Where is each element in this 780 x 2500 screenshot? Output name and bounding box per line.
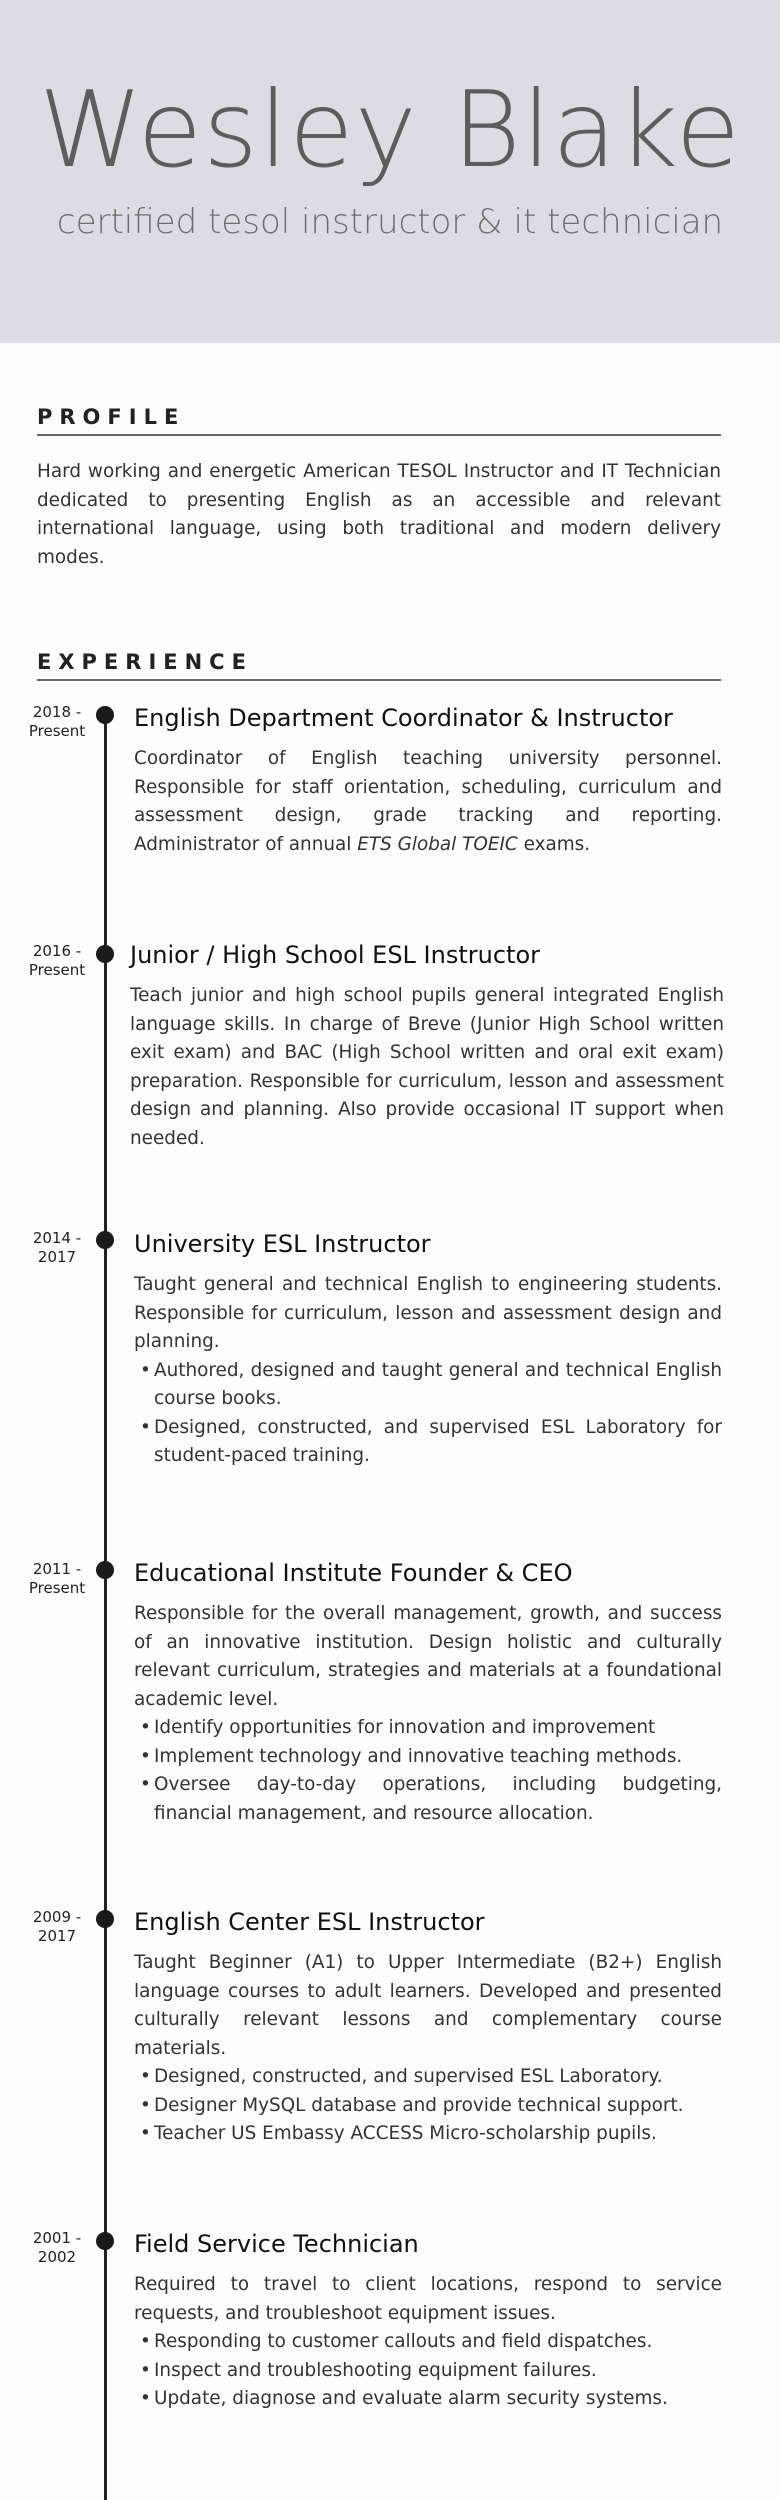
job-date [20,1560,94,1598]
timeline-dot [96,1231,114,1249]
job-date [20,2229,94,2267]
job-title: English Department Coordinator & Instructor [134,704,673,732]
job-date [20,942,94,980]
timeline-dot [96,1910,114,1928]
job-description-text: Coordinator of English teaching university personnel. Responsible for staff orientation, scheduling, curriculum and assessment design, grade tracking and reporting. Administrator of annual [134,748,722,855]
job-title: English Center ESL Instructor [134,1908,485,1936]
job-bullets [134,2063,722,2149]
job-bullet: • Teacher US Embassy ACCESS Micro-scholarship pupils. [134,2120,722,2149]
date-end: Present [28,1579,86,1597]
job-bullet: • Identify opportunities for innovation and improvement [134,1714,722,1743]
job-bullet: • Authored, designed and taught general and technical English course books. [134,1357,722,1414]
date-end: 2017 [37,1927,77,1945]
job-title: Educational Institute Founder & CEO [134,1559,573,1587]
date-start: 2001 - [32,2229,82,2247]
job-bullet: • Oversee day-to-day operations, including budgeting, financial management, and resource allocation. [134,1771,722,1828]
profile-text: Hard working and energetic American TESOL Instructor and IT Technician dedicated to presenting English as an accessible and relevant international language, using both traditional and modern delivery modes. [37,461,721,568]
job-bullets [134,2328,722,2414]
job-bullet: • Update, diagnose and evaluate alarm security systems. [134,2385,722,2414]
date-end: 2002 [37,2248,77,2266]
job-bullet: • Inspect and troubleshooting equipment failures. [134,2357,722,2386]
job-title: Junior / High School ESL Instructor [130,941,540,969]
candidate-subtitle: certified tesol instructor & it technician [56,202,724,242]
job-entry [134,703,722,859]
job-date [20,703,94,741]
profile-heading: PROFILE [37,405,186,429]
job-entry [130,940,724,1153]
timeline-dot [96,2232,114,2250]
timeline-dot [96,945,114,963]
experience-heading: EXPERIENCE [37,650,253,674]
job-description: Taught general and technical English to engineering students. Responsible for curriculum, lesson and assessment design and planning. [134,1274,722,1352]
timeline-dot [96,1561,114,1579]
job-title: University ESL Instructor [134,1230,431,1258]
job-entry [134,1229,722,1471]
job-description: Required to travel to client locations, respond to service requests, and troubleshoot equipment issues. [134,2274,722,2324]
date-start: 2011 - [32,1560,82,1578]
timeline-dot [96,706,114,724]
job-date [20,1908,94,1946]
header-banner [0,0,780,343]
experience-divider [37,679,721,681]
profile-divider [37,434,721,436]
job-description: Responsible for the overall management, growth, and success of an innovative institution. Design holistic and culturally relevant curriculum, strategies and materials at a foundational academic level. [134,1603,722,1710]
job-description-text-end: exams. [517,833,591,855]
job-title: Field Service Technician [134,2230,419,2258]
job-bullets [134,1714,722,1828]
job-description: Teach junior and high school pupils general integrated English language skills. In charge of Breve (Junior High School written exit exam) and BAC (High School written and oral exit exam) preparation. Responsible for curriculum, lesson and assessment design and planning. Also provide occasional IT support when needed. [130,985,724,1149]
job-date [20,1229,94,1267]
job-description-emphasis: ETS Global TOEIC [357,833,518,855]
date-end: Present [28,961,86,979]
job-bullet: • Responding to customer callouts and field dispatches. [134,2328,722,2357]
date-start: 2014 - [32,1229,82,1247]
job-entry [134,2229,722,2414]
job-description: Taught Beginner (A1) to Upper Intermediate (B2+) English language courses to adult learners. Developed and presented culturally relevant lessons and complementary course materials. [134,1952,722,2059]
job-description [134,745,722,859]
date-end: 2017 [37,1248,77,1266]
job-bullet: • Designed, constructed, and supervised ESL Laboratory. [134,2063,722,2092]
job-entry [134,1907,722,2149]
date-start: 2018 - [32,703,82,721]
candidate-name: Wesley Blake [38,69,742,191]
date-start: 2016 - [32,942,82,960]
date-start: 2009 - [32,1908,82,1926]
job-bullet: • Designer MySQL database and provide technical support. [134,2092,722,2121]
job-bullet: • Designed, constructed, and supervised ESL Laboratory for student-paced training. [134,1414,722,1471]
job-bullets [134,1357,722,1471]
job-bullet: • Implement technology and innovative teaching methods. [134,1743,722,1772]
job-entry [134,1558,722,1828]
date-end: Present [28,722,86,740]
